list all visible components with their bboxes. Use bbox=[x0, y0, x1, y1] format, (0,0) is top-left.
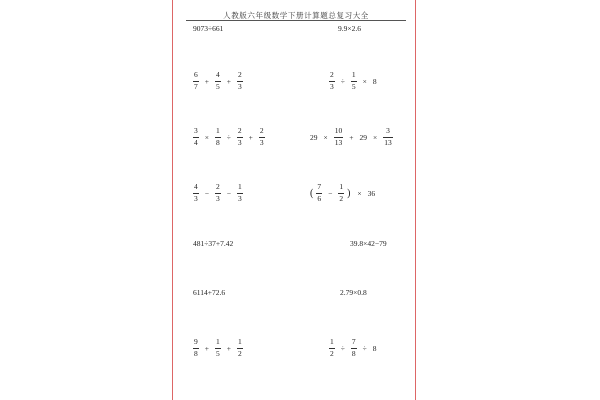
fraction: $\frac{9}{8}$ bbox=[194, 337, 198, 359]
operator: − bbox=[226, 188, 231, 198]
fraction: $\frac{6}{7}$ bbox=[194, 70, 198, 92]
fraction: $\frac{1}{5}$ bbox=[215, 337, 220, 359]
problem-7 bbox=[192, 182, 244, 204]
problem-1: 9073÷661 bbox=[193, 23, 224, 33]
operator: × bbox=[204, 132, 209, 142]
operator: + bbox=[226, 76, 231, 86]
operator: ÷ bbox=[340, 343, 345, 353]
fraction: $\frac{1}{2}$ bbox=[237, 337, 242, 359]
operator: ÷ bbox=[340, 76, 345, 86]
problem-8 bbox=[308, 182, 376, 204]
fraction: $\frac{1}{8}$ bbox=[215, 126, 220, 148]
fraction: $\frac{10}{13}$ bbox=[334, 126, 343, 148]
operator: + bbox=[204, 76, 209, 86]
integer: 29 bbox=[310, 132, 318, 142]
worksheet-title: 人教版六年级数学下册计算题总复习大全 bbox=[223, 11, 369, 20]
fraction: $\frac{4}{3}$ bbox=[194, 182, 198, 204]
operator: + bbox=[226, 343, 231, 353]
fraction: $\frac{2}{3}$ bbox=[330, 70, 334, 92]
page-border-left bbox=[172, 0, 173, 400]
operator: × bbox=[357, 188, 362, 198]
operator: + bbox=[349, 132, 354, 142]
problem-11: 6114+72.6 bbox=[193, 287, 226, 297]
problem-12: 2.79×0.8 bbox=[340, 287, 367, 297]
fraction: $\frac{4}{5}$ bbox=[215, 70, 220, 92]
operator: − bbox=[204, 188, 209, 198]
operator: − bbox=[328, 188, 333, 198]
problem-5 bbox=[192, 126, 266, 148]
fraction: $\frac{3}{13}$ bbox=[384, 126, 392, 148]
fraction: $\frac{2}{3}$ bbox=[215, 182, 220, 204]
problem-9: 481÷37+7.42 bbox=[193, 238, 234, 248]
operator: + bbox=[248, 132, 253, 142]
fraction: $\frac{3}{4}$ bbox=[194, 126, 198, 148]
integer: 36 bbox=[367, 188, 376, 198]
fraction: $\frac{1}{2}$ bbox=[330, 337, 334, 359]
title-underline bbox=[186, 20, 406, 21]
operator: × bbox=[323, 132, 328, 142]
problem-6 bbox=[309, 126, 394, 148]
fraction: $\frac{2}{3}$ bbox=[237, 70, 242, 92]
operator: × bbox=[372, 132, 378, 142]
fraction: $\frac{7}{6}$ bbox=[317, 182, 322, 204]
operator: × bbox=[362, 76, 367, 86]
problem-2: 9.9×2.6 bbox=[338, 23, 361, 33]
integer: 8 bbox=[372, 343, 377, 353]
fraction: $\frac{7}{8}$ bbox=[351, 337, 356, 359]
page-border-right bbox=[415, 0, 416, 400]
fraction: $\frac{1}{3}$ bbox=[237, 182, 242, 204]
right-paren: ) bbox=[347, 187, 351, 199]
operator: + bbox=[204, 343, 209, 353]
operator: ÷ bbox=[226, 132, 231, 142]
problem-13 bbox=[192, 337, 244, 359]
left-paren: ( bbox=[310, 187, 314, 199]
problem-10: 39.8×42−79 bbox=[350, 238, 387, 248]
fraction: $\frac{1}{2}$ bbox=[339, 182, 344, 204]
problem-3 bbox=[192, 70, 244, 92]
problem-4 bbox=[328, 70, 378, 92]
operator: ÷ bbox=[362, 343, 367, 353]
problem-14 bbox=[328, 337, 378, 359]
fraction: $\frac{2}{3}$ bbox=[259, 126, 264, 148]
fraction: $\frac{2}{3}$ bbox=[237, 126, 242, 148]
integer: 8 bbox=[372, 76, 377, 86]
integer: 29 bbox=[359, 132, 367, 142]
fraction: $\frac{1}{5}$ bbox=[351, 70, 356, 92]
